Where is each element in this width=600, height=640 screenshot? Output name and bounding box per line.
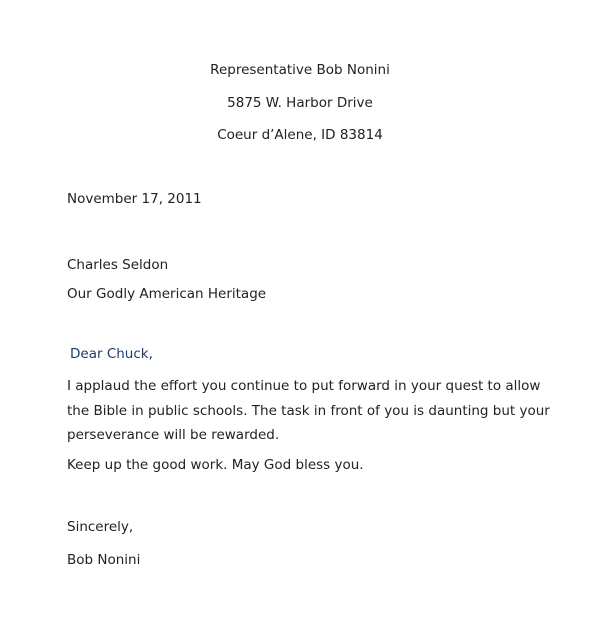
letter-date: November 17, 2011 (67, 191, 202, 207)
letterhead-street: 5875 W. Harbor Drive (227, 95, 373, 111)
signature-name: Bob Nonini (67, 552, 141, 568)
recipient-organization: Our Godly American Heritage (67, 286, 267, 302)
closing-valediction: Sincerely, (67, 519, 134, 535)
letterhead-city: Coeur d’Alene, ID 83814 (217, 127, 383, 143)
salutation: Dear Chuck, (70, 346, 153, 362)
body-paragraph-1: I applaud the effort you continue to put forward in your quest to allow the Bible in public schools. The task in front of you is daunting but your perseverance will be rewarded. (67, 378, 550, 443)
body-paragraph-2: Keep up the good work. May God bless you. (67, 457, 364, 473)
recipient-name: Charles Seldon (67, 257, 169, 273)
letterhead-name: Representative Bob Nonini (210, 62, 390, 78)
